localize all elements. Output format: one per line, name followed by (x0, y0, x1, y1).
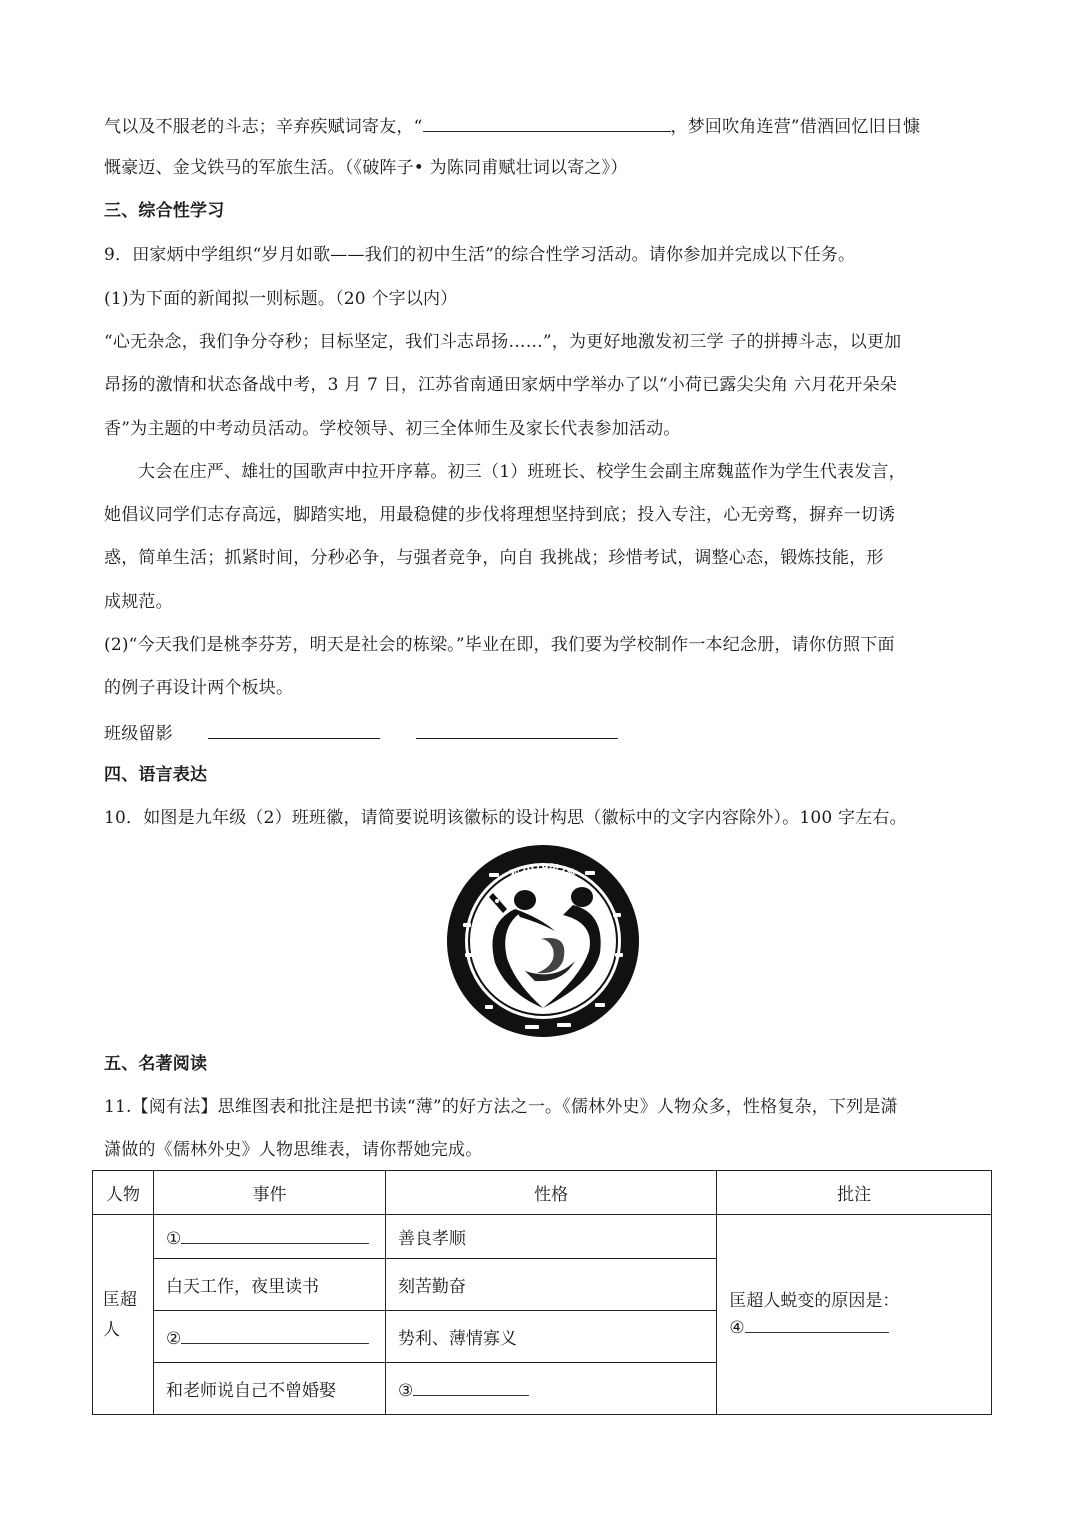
question-9-2-prompt: 的例子再设计两个板块。 (104, 678, 294, 698)
news-line: 香”为主题的中考动员活动。学校领导、初三全体师生及家长代表参加活动。 (104, 419, 681, 439)
event-cell: 白天工作，夜里读书 (154, 1259, 386, 1311)
header-trait: 性格 (385, 1171, 716, 1215)
question-11-prompt: 潇做的《儒林外史》人物思维表，请你帮她完成。 (104, 1140, 483, 1160)
poem-fill-line-2: 慨豪迈、金戈铁马的军旅生活。（《破阵子• 为陈同甫赋壮词以寄之》） (104, 158, 628, 178)
class-badge-emblem-icon (445, 843, 641, 1039)
section-heading-language-expression: 四、语言表达 (104, 765, 208, 785)
news-para2-line: 她倡议同学们志存高远，脚踏实地，用最稳健的步伐将理想坚持到底；投入专注，心无旁骛，摒弃一切诱 (104, 505, 896, 525)
question-9-prompt: 9．田家炳中学组织“岁月如歌——我们的初中生活”的综合性学习活动。请你参加并完成以下任务。 (104, 245, 856, 265)
header-event: 事件 (154, 1171, 386, 1215)
annotation-cell (717, 1215, 992, 1415)
blank-marker-3: ③ (397, 1380, 414, 1401)
question-11-prompt: 11.【阅有法】思维图表和批注是把书读“薄”的好方法之一。《儒林外史》人物众多，性格复杂，下列是潇 (104, 1097, 898, 1117)
trait-cell: 刻苦勤奋 (385, 1259, 716, 1311)
question-10-prompt: 10．如图是九年级（2）班班徽，请简要说明该徽标的设计构思（徽标中的文字内容除外）。100 字左右。 (104, 808, 907, 828)
answer-blank-4[interactable] (745, 1314, 889, 1333)
news-para2-line: 成规范。 (104, 592, 173, 612)
blank-marker-1: ① (166, 1228, 182, 1249)
trait-cell: 善良孝顺 (385, 1215, 716, 1259)
table-header-row (93, 1171, 992, 1215)
answer-blank-2[interactable] (181, 1325, 369, 1344)
example-block-row (104, 720, 984, 745)
blank-marker-2: ② (166, 1328, 182, 1349)
news-line: “心无杂念，我们争分夺秒；目标坚定，我们斗志昂扬……”，为更好地激发初三学 子的拼搏斗志，以更加 (104, 332, 902, 352)
poem-fill-line-1 (104, 113, 984, 138)
character-mind-table (92, 1170, 992, 1415)
class-badge-image (445, 843, 641, 1039)
annotation-blank-row (729, 1314, 979, 1341)
answer-blank-block-1[interactable] (208, 720, 380, 739)
trait-cell: 势利、薄情寡义 (385, 1311, 716, 1363)
question-9-2-prompt: (2)“今天我们是桃李芬芳，明天是社会的栋梁。”毕业在即，我们要为学校制作一本纪念册，请你仿照下面 (104, 635, 895, 655)
event-cell (154, 1311, 386, 1363)
trait-cell (385, 1363, 716, 1415)
section-heading-classic-reading: 五、名著阅读 (104, 1054, 208, 1074)
news-line: 昂扬的激情和状态备战中考，3 月 7 日，江苏省南通田家炳中学举办了以“小荷已露尖尖角 六月花开朵朵 (104, 375, 897, 395)
answer-blank-poem[interactable] (423, 113, 671, 132)
section-heading-comprehensive-learning: 三、综合性学习 (104, 201, 225, 221)
answer-blank-block-2[interactable] (416, 720, 618, 739)
news-para2-line: 大会在庄严、雄壮的国歌声中拉开序幕。初三（1）班班长、校学生会副主席魏蓝作为学生代表发言， (138, 462, 906, 482)
event-cell: 和老师说自己不曾婚娶 (154, 1363, 386, 1415)
text-after-blank: ，梦回吹角连营”借酒回忆旧日慷 (670, 117, 921, 137)
answer-blank-1[interactable] (181, 1225, 369, 1244)
header-annotation: 批注 (717, 1171, 992, 1215)
header-person: 人物 (93, 1171, 154, 1215)
person-cell (93, 1215, 154, 1415)
annotation-label: 匡超人蜕变的原因是： (729, 1291, 900, 1311)
person-name: 匡超人 (103, 1289, 137, 1340)
event-cell (154, 1215, 386, 1259)
svg-text:初2019级2班: 初2019级2班 (508, 862, 578, 881)
text-before-blank: 气以及不服老的斗志；辛弃疾赋词寄友，“ (104, 117, 423, 137)
blank-marker-4: ④ (729, 1318, 745, 1338)
table-row (93, 1215, 992, 1259)
example-block-label: 班级留影 (104, 724, 173, 744)
news-para2-line: 惑，简单生活；抓紧时间，分秒必争，与强者竞争，向自 我挑战；珍惜考试，调整心态，锻炼技能，形 (104, 548, 884, 568)
question-9-1-prompt: (1)为下面的新闻拟一则标题。（20 个字以内） (104, 289, 458, 309)
answer-blank-3[interactable] (413, 1377, 529, 1396)
